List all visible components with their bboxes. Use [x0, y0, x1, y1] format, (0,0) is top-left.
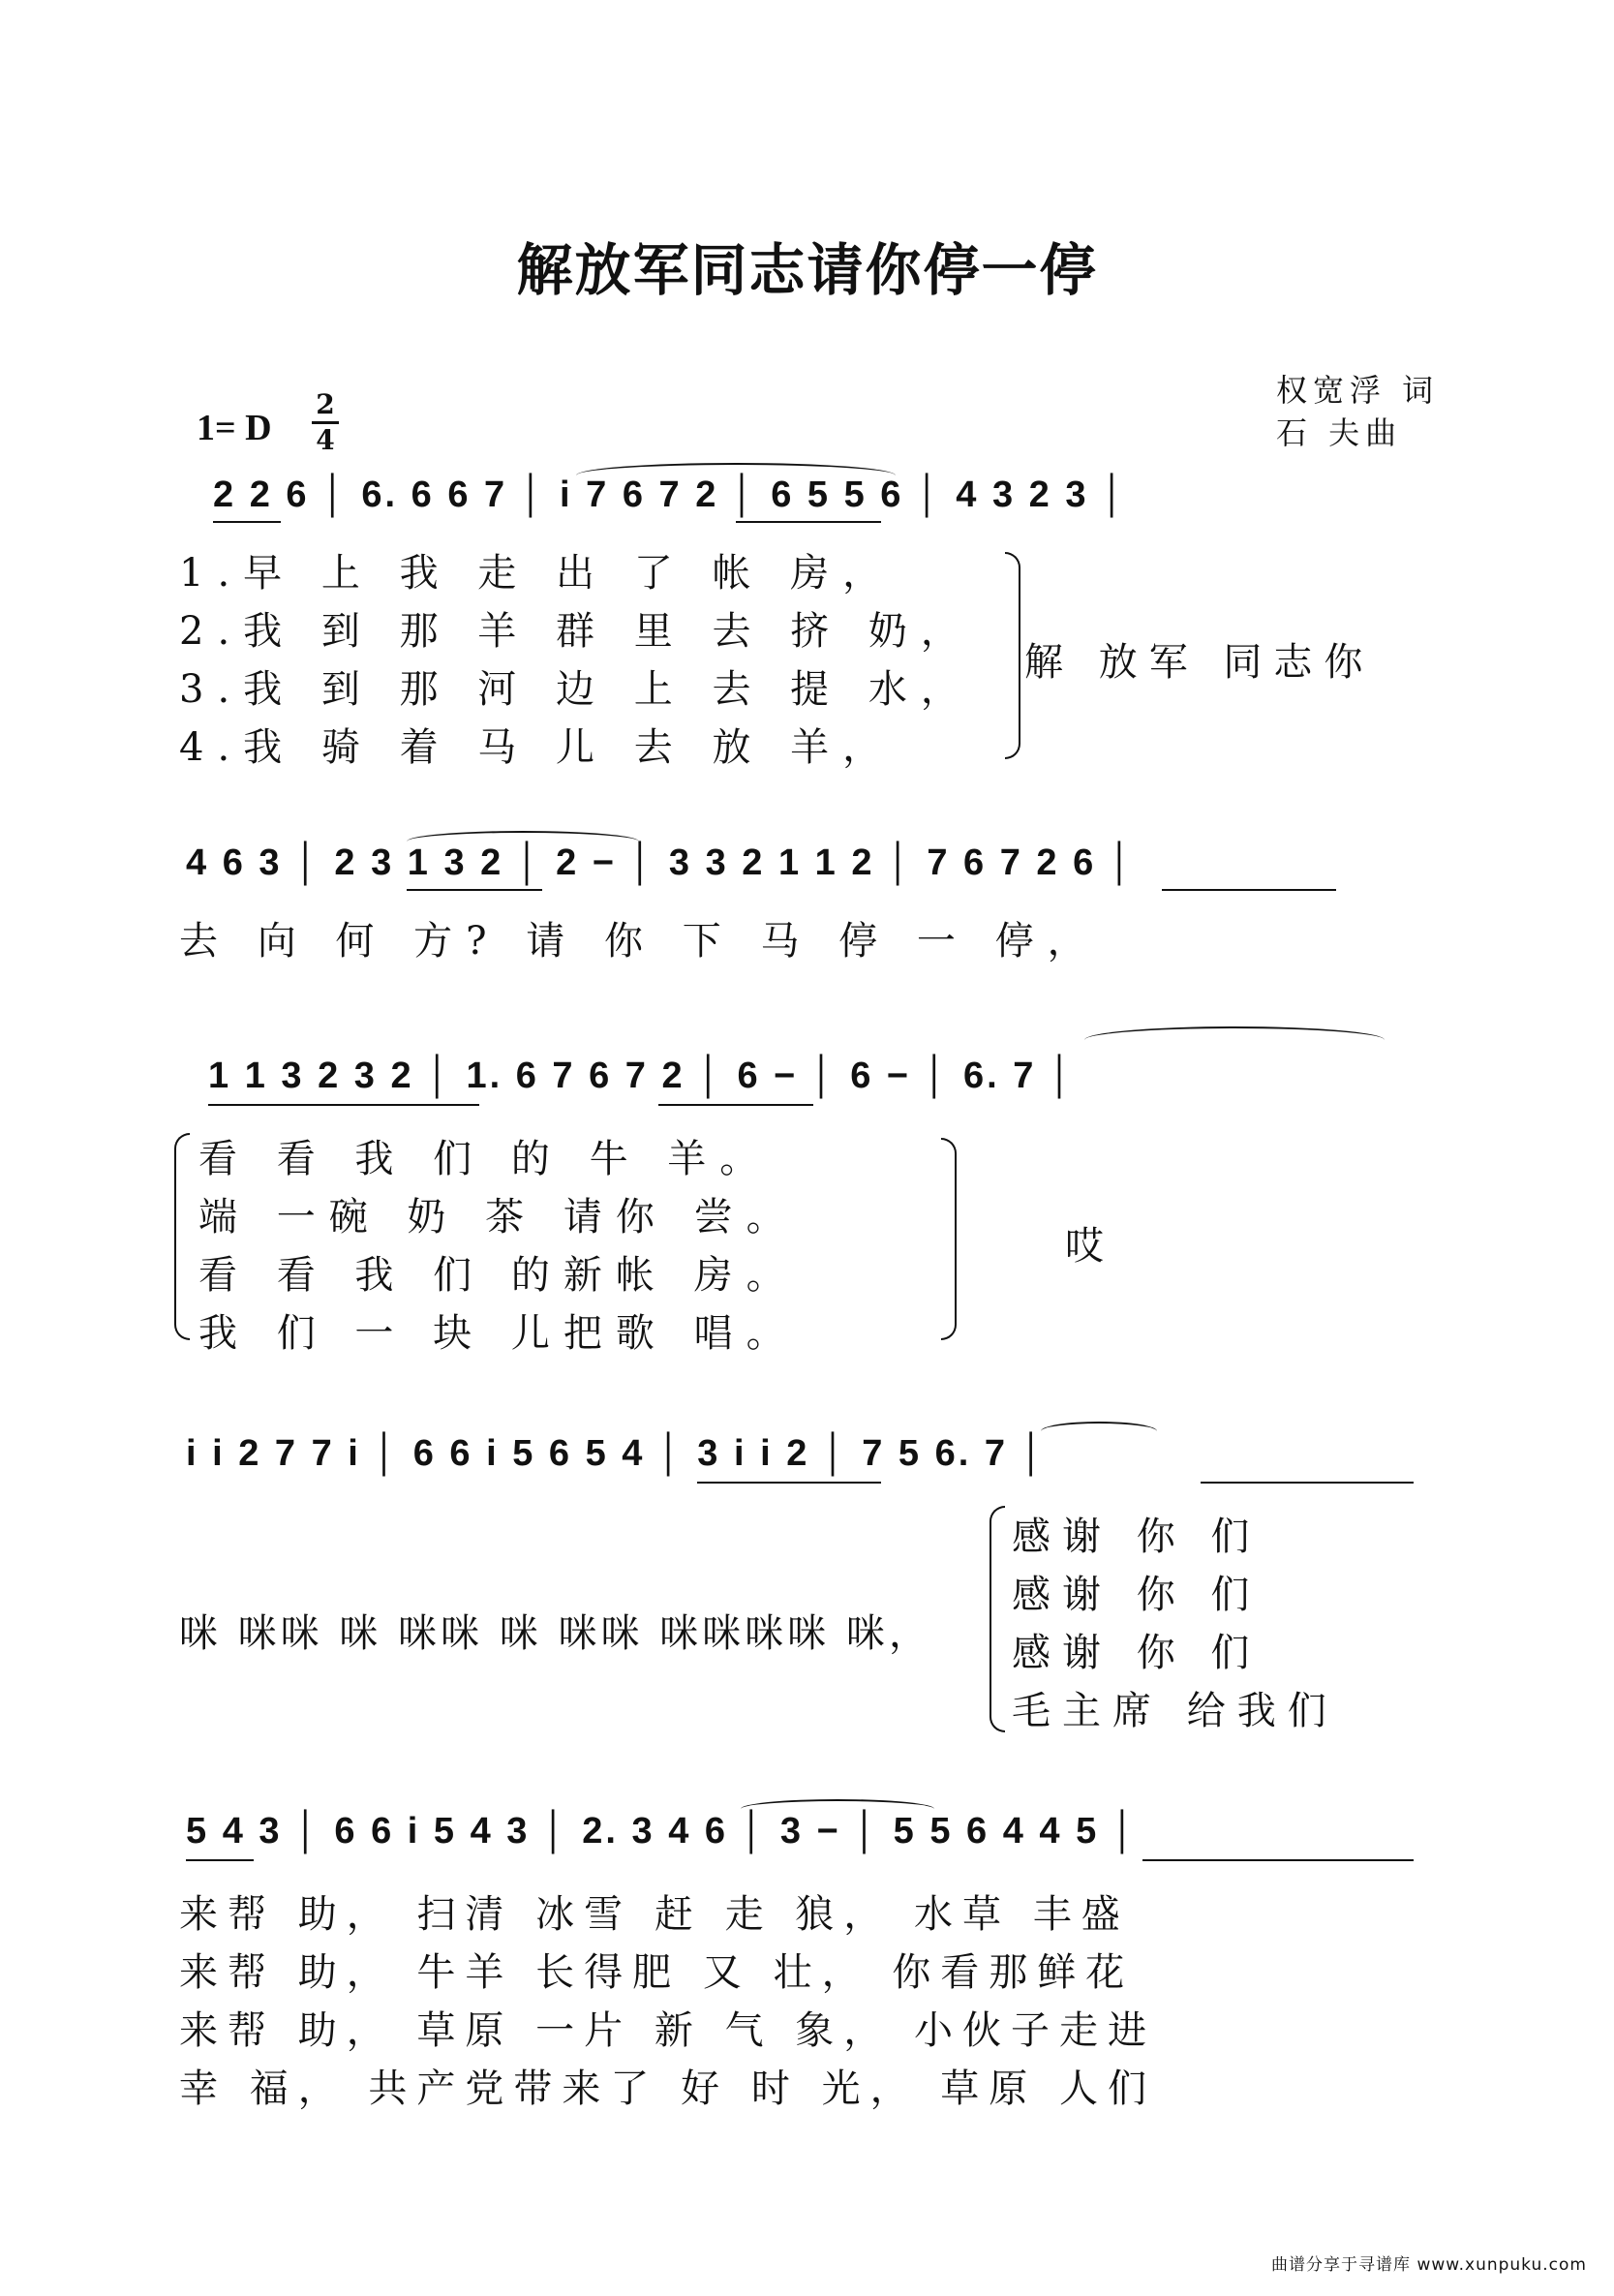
beam	[1142, 1859, 1414, 1861]
verse-1-line: 来帮 助， 扫清 冰雪 赶 走 狼， 水草 丰盛	[179, 1892, 1130, 1937]
beam	[1162, 889, 1336, 891]
notation-line-4: i i 2 7 7 i │ 6 6 i 5 6 5 4 │ 3 i i 2 │ 7 5 6. 7 │	[186, 1433, 1048, 1474]
beam	[208, 1104, 479, 1106]
verse-brace	[941, 1138, 957, 1340]
verse-3-line: 3.我 到 那 河 边 上 去 提 水，	[179, 667, 973, 712]
verse-4-line: 毛主席 给我们	[1012, 1689, 1338, 1733]
refrain-lyric: 解 放军 同志你	[1024, 640, 1375, 685]
verse-brace-left	[990, 1506, 1005, 1732]
time-signature-numerator: 2	[312, 391, 339, 424]
lyric-line-4: 咪 咪咪 咪 咪咪 咪 咪咪 咪咪咪咪 咪，	[179, 1611, 932, 1656]
page-title: 解放军同志请你停一停	[516, 237, 1098, 303]
verse-4-line: 我 们 一 块 儿把歌 唱。	[198, 1311, 799, 1356]
footer-watermark: 曲谱分享于寻谱库 www.xunpuku.com	[1271, 2255, 1587, 2275]
verse-3-line: 来帮 助， 草原 一片 新 气 象， 小伙子走进	[179, 2008, 1157, 2053]
verse-4-line: 4.我 骑 着 马 儿 去 放 羊，	[179, 725, 896, 770]
lyricist-credit: 权宽浮 词	[1276, 372, 1440, 409]
lyric-line-2: 去 向 何 方? 请 你 下 马 停 一 停，	[179, 919, 1100, 964]
verse-1-line: 看 看 我 们 的 牛 羊。	[198, 1137, 773, 1181]
verse-brace	[1005, 552, 1020, 759]
verse-2-line: 来帮 助， 牛羊 长得肥 又 壮， 你看那鲜花	[179, 1950, 1135, 1995]
slur	[1041, 1422, 1157, 1441]
slur	[1084, 1026, 1385, 1054]
slur	[741, 1799, 934, 1819]
notation-line-3: 1 1 3 2 3 2 │ 1. 6 7 6 7 2 │ 6 − │ 6 − │ 6. 7 │	[208, 1056, 1076, 1096]
beam	[213, 521, 281, 523]
verse-3-line: 看 看 我 们 的新帐 房。	[198, 1253, 799, 1298]
notation-line-2: 4 6 3 │ 2 3 1 3 2 │ 2 − │ 3 3 2 1 1 2 │ 7 6 7 2 6 │	[186, 842, 1136, 883]
notation-line-5: 5 4 3 │ 6 6 i 5 4 3 │ 2. 3 4 6 │ 3 − │ 5 5 6 4 4 5 │	[186, 1811, 1139, 1852]
beam	[186, 1859, 254, 1861]
beam	[697, 1482, 881, 1484]
refrain-lyric: 哎	[1065, 1224, 1115, 1269]
key-signature: 1= D	[197, 408, 272, 448]
verse-3-line: 感谢 你 们	[1012, 1631, 1262, 1675]
composer-credit: 石 夫曲	[1276, 414, 1403, 451]
notation-line-1: 2 2 6 │ 6. 6 6 7 │ i 7 6 7 2 │ 6 5 5 6 │ 4 3 2 3 │	[213, 475, 1128, 515]
time-signature	[312, 388, 339, 456]
beam	[407, 889, 542, 891]
verse-2-line: 感谢 你 们	[1012, 1573, 1262, 1617]
verse-1-line: 1.早 上 我 走 出 了 帐 房，	[179, 551, 896, 596]
slur	[407, 831, 639, 852]
verse-4-line: 幸 福， 共产党带来了 好 时 光， 草原 人们	[179, 2066, 1157, 2111]
verse-1-line: 感谢 你 们	[1012, 1515, 1262, 1559]
beam	[658, 1104, 813, 1106]
slur	[576, 463, 896, 488]
verse-brace-left	[174, 1133, 190, 1340]
beam	[1201, 1482, 1414, 1484]
verse-2-line: 2.我 到 那 羊 群 里 去 挤 奶，	[179, 609, 973, 654]
beam	[736, 521, 881, 523]
time-signature-denominator: 4	[316, 424, 335, 456]
verse-2-line: 端 一碗 奶 茶 请你 尝。	[198, 1195, 799, 1240]
